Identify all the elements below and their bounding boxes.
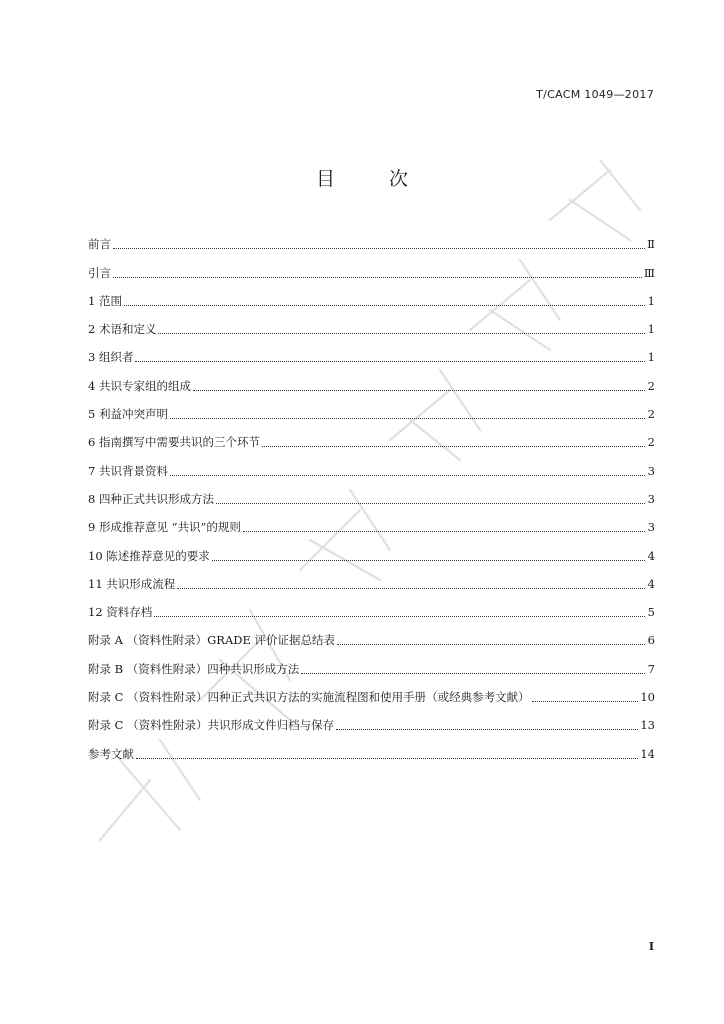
- toc-entry[interactable]: [88, 337, 655, 365]
- toc-entry[interactable]: [88, 733, 655, 761]
- toc-entry-page: 2: [647, 407, 655, 422]
- toc-leader-dots: [113, 247, 645, 249]
- toc-entry-page: 1: [647, 322, 655, 337]
- toc-leader-dots: [135, 360, 645, 362]
- toc-entry-label: 5 利益冲突声明: [88, 407, 168, 422]
- toc-entry-label: 4 共识专家组的组成: [88, 378, 191, 393]
- toc-leader-dots: [212, 559, 645, 561]
- toc-entry-label: 7 共识背景资料: [88, 463, 168, 478]
- toc-entry-page: 1: [647, 350, 655, 365]
- footer-page-number: I: [648, 940, 654, 953]
- toc-entry-label: 附录 B （资料性附录）四种共识形成方法: [88, 661, 300, 676]
- toc-entry-page: 2: [647, 435, 655, 450]
- toc-leader-dots: [124, 304, 645, 306]
- standard-number: T/CACM 1049—2017: [536, 88, 654, 101]
- toc-entry[interactable]: [88, 252, 655, 280]
- toc-entry-page: 14: [640, 746, 655, 761]
- toc-entry-page: 13: [640, 718, 655, 733]
- toc-entry-page: 5: [647, 605, 655, 620]
- toc-entry[interactable]: [88, 450, 655, 478]
- toc-entry-label: 2 术语和定义: [88, 322, 157, 337]
- toc-leader-dots: [154, 615, 645, 617]
- toc-entry-label: 附录 C （资料性附录）四种正式共识方法的实施流程图和使用手册（或经典参考文献）: [88, 690, 530, 705]
- toc-entry-page: 4: [647, 548, 655, 563]
- toc-entry-page: 3: [647, 491, 655, 506]
- toc-entry[interactable]: [88, 705, 655, 733]
- toc-leader-dots: [113, 276, 642, 278]
- toc-entry[interactable]: [88, 507, 655, 535]
- toc-entry[interactable]: [88, 365, 655, 393]
- toc-entry-page: 4: [647, 576, 655, 591]
- toc-entry-page: 7: [647, 661, 655, 676]
- toc-entry[interactable]: [88, 281, 655, 309]
- toc-entry-label: 前言: [88, 237, 111, 252]
- toc-leader-dots: [336, 728, 638, 730]
- toc-leader-dots: [262, 445, 645, 447]
- toc-leader-dots: [216, 502, 645, 504]
- page-title: 目 次: [315, 168, 433, 190]
- toc-entry-label: 附录 C （资料性附录）共识形成文件归档与保存: [88, 718, 335, 733]
- toc-leader-dots: [170, 417, 645, 419]
- table-of-contents: [88, 224, 655, 762]
- toc-entry-label: 9 形成推荐意见 “共识”的规则: [88, 520, 241, 535]
- toc-entry[interactable]: [88, 620, 655, 648]
- toc-entry-page: Ⅱ: [647, 237, 655, 252]
- toc-leader-dots: [177, 587, 645, 589]
- toc-entry[interactable]: [88, 394, 655, 422]
- toc-leader-dots: [193, 389, 645, 391]
- toc-entry-page: 10: [640, 690, 655, 705]
- toc-entry-page: Ⅲ: [643, 265, 655, 280]
- toc-entry-label: 8 四种正式共识形成方法: [88, 491, 214, 506]
- toc-entry[interactable]: [88, 535, 655, 563]
- toc-entry-label: 1 范围: [88, 293, 122, 308]
- toc-entry-label: 11 共识形成流程: [88, 576, 176, 591]
- toc-entry-page: 6: [647, 633, 655, 648]
- toc-entry[interactable]: [88, 309, 655, 337]
- toc-entry-label: 引言: [88, 265, 111, 280]
- toc-entry[interactable]: [88, 677, 655, 705]
- toc-leader-dots: [337, 643, 645, 645]
- toc-entry-label: 3 组织者: [88, 350, 134, 365]
- toc-entry[interactable]: [88, 564, 655, 592]
- toc-entry[interactable]: [88, 592, 655, 620]
- toc-entry-page: 3: [647, 520, 655, 535]
- toc-entry-label: 参考文献: [88, 746, 134, 761]
- toc-entry-page: 3: [647, 463, 655, 478]
- toc-entry-page: 1: [647, 293, 655, 308]
- toc-leader-dots: [532, 700, 639, 702]
- toc-entry[interactable]: [88, 224, 655, 252]
- toc-entry-label: 12 资料存档: [88, 605, 153, 620]
- toc-entry-label: 10 陈述推荐意见的要求: [88, 548, 210, 563]
- toc-entry[interactable]: [88, 479, 655, 507]
- toc-leader-dots: [136, 757, 638, 759]
- toc-entry[interactable]: [88, 422, 655, 450]
- toc-leader-dots: [243, 530, 645, 532]
- toc-entry-label: 附录 A （资料性附录）GRADE 评价证据总结表: [88, 633, 336, 648]
- toc-entry[interactable]: [88, 648, 655, 676]
- toc-entry-label: 6 指南撰写中需要共识的三个环节: [88, 435, 260, 450]
- toc-entry-page: 2: [647, 378, 655, 393]
- toc-leader-dots: [158, 332, 645, 334]
- toc-leader-dots: [170, 474, 645, 476]
- toc-leader-dots: [301, 672, 645, 674]
